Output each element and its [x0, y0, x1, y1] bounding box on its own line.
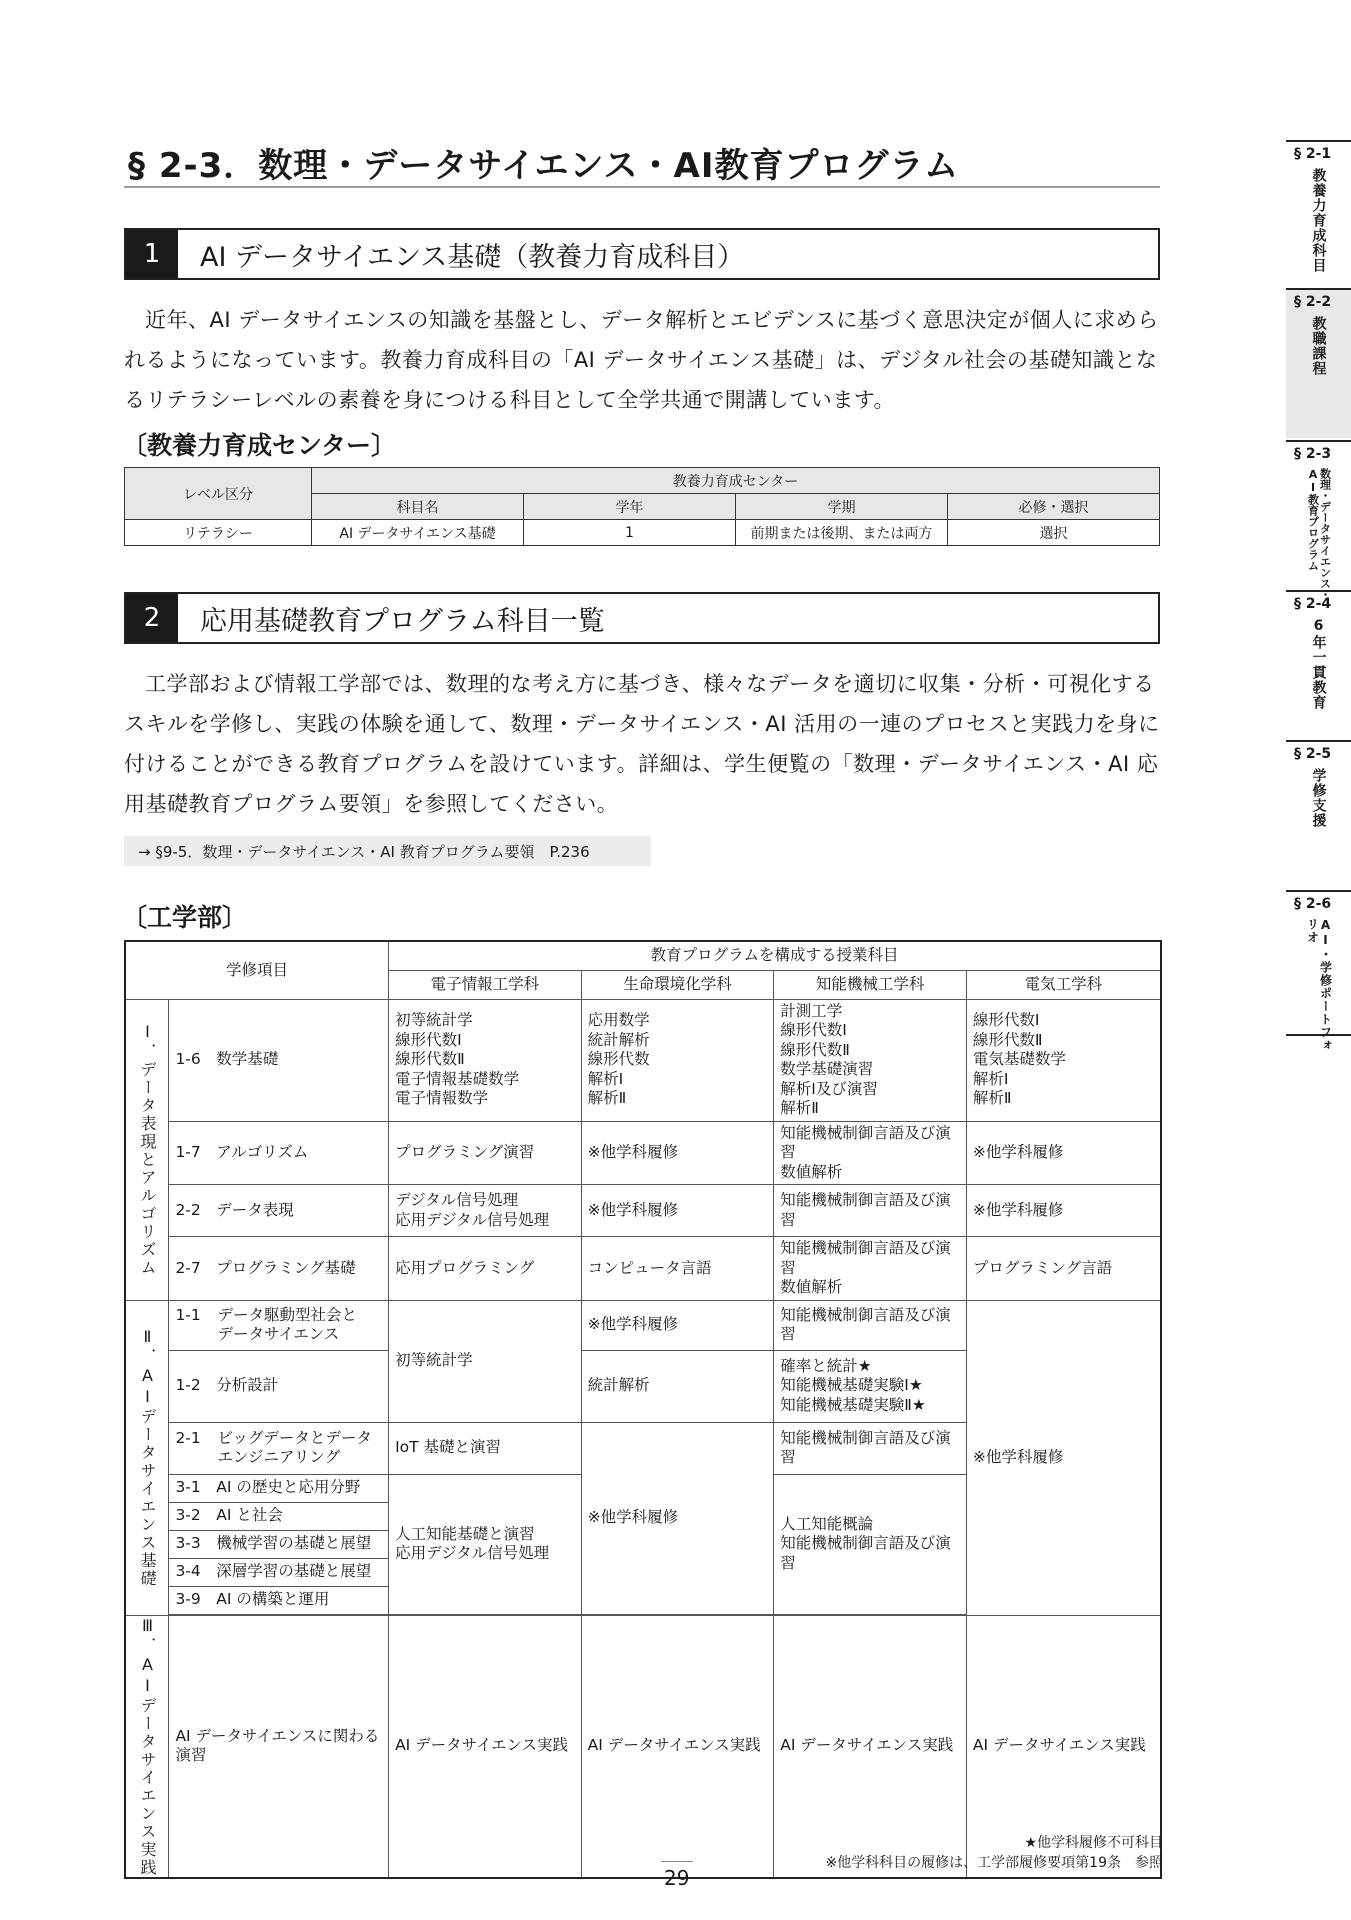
cell-subject: AI データサイエンス基礎 [312, 520, 524, 546]
course-cell: 知能機械制御言語及び演習 数値解析 [774, 1237, 967, 1301]
course-cell: 知能機械制御言語及び演習 数値解析 [774, 1121, 967, 1185]
item-cell: 3-2 AI と社会 [169, 1502, 389, 1530]
title-divider [124, 186, 1160, 188]
course-cell: ※他学科履修 [581, 1422, 774, 1614]
category-1-label: Ⅰ．データ表現とアルゴリズム [137, 1022, 157, 1277]
course-cell: 初等統計学 線形代数Ⅰ 線形代数Ⅱ 電子情報基礎数学 電子情報数学 [389, 999, 582, 1121]
table-row [125, 999, 1161, 1121]
table-row [125, 1615, 1161, 1878]
th-dept-electronics: 電子情報工学科 [389, 970, 582, 999]
course-cell: 応用プログラミング [389, 1237, 582, 1301]
th-term: 学期 [736, 494, 948, 520]
center-subheading: 〔教養力育成センター〕 [122, 431, 397, 460]
course-cell: ※他学科履修 [581, 1300, 774, 1350]
th-required: 必修・選択 [948, 494, 1160, 520]
item-cell: AI データサイエンスに関わる演習 [169, 1615, 389, 1878]
course-cell: AI データサイエンス実践 [774, 1615, 967, 1878]
item-cell: 3-9 AI の構築と運用 [169, 1586, 389, 1614]
category-1-cell [125, 999, 169, 1300]
th-subject: 科目名 [312, 494, 524, 520]
th-dept-mechanical: 知能機械工学科 [774, 970, 967, 999]
tab-2-4[interactable]: § 2-4 6年一貫教育 [1286, 590, 1351, 740]
section-title: 応用基礎教育プログラム科目一覧 [200, 605, 605, 637]
item-cell: 3-4 深層学習の基礎と展望 [169, 1558, 389, 1586]
reference-link[interactable]: → §9-5．数理・データサイエンス・AI 教育プログラム要領 P.236 [124, 836, 651, 866]
course-cell: AI データサイエンス実践 [966, 1615, 1161, 1878]
course-cell: 人工知能基礎と演習 応用デジタル信号処理 [389, 1474, 582, 1614]
page-number: 29 [664, 1866, 690, 1890]
tab-2-1[interactable]: § 2-1 教養力育成科目 [1286, 140, 1351, 288]
course-cell: 確率と統計★ 知能機械基礎実験Ⅰ★ 知能機械基礎実験Ⅱ★ [774, 1350, 967, 1422]
course-cell: コンピュータ言語 [581, 1237, 774, 1301]
section-2-heading [124, 592, 1160, 644]
section-1-paragraph: 近年、AI データサイエンスの知識を基盤とし、データ解析とエビデンスに基づく意思決定が個人に求められるようになっています。教養力育成科目の「AI データサイエンス基礎」は、デジタル社会の基礎知識となるリテラシーレベルの素養を身につける科目として全学共通で開講しています。 [124, 308, 1159, 412]
tab-2-3[interactable]: § 2-3 数理・データサイエンス・AI教育プログラム [1286, 440, 1351, 590]
course-cell: プログラミング言語 [966, 1237, 1161, 1301]
course-cell: AI データサイエンス実践 [389, 1615, 582, 1878]
cell-required: 選択 [948, 520, 1160, 546]
course-cell: 知能機械制御言語及び演習 [774, 1300, 967, 1350]
item-cell: 3-1 AI の歴史と応用分野 [169, 1474, 389, 1502]
th-dept-chemistry: 生命環境化学科 [581, 970, 774, 999]
note-star: ★他学科履修不可科目 [1024, 1835, 1163, 1851]
tab-2-5[interactable]: § 2-5 学修支援 [1286, 740, 1351, 890]
tab-2-2[interactable]: § 2-2 教職課程 [1286, 288, 1351, 438]
category-2-cell [125, 1300, 169, 1615]
section-1-heading [124, 228, 1160, 280]
literacy-table [124, 467, 1160, 546]
faculty-subheading: 〔工学部〕 [122, 903, 248, 932]
table-row [125, 1121, 1161, 1185]
item-cell: 1-6 数学基礎 [169, 999, 389, 1121]
course-cell: 線形代数Ⅰ 線形代数Ⅱ 電気基礎数学 解析Ⅰ 解析Ⅱ [966, 999, 1161, 1121]
course-cell: 初等統計学 [389, 1300, 582, 1422]
item-cell: 1-7 アルゴリズム [169, 1121, 389, 1185]
course-cell: ※他学科履修 [966, 1185, 1161, 1237]
section-2-paragraph: 工学部および情報工学部では、数理的な考え方に基づき、様々なデータを適切に収集・分析・可視化するスキルを学修し、実践の体験を通して、数理・データサイエンス・AI 活用の一連のプロセスと実践力を身に付けることができる教育プログラムを設けています。詳細は、学生便覧の「数理・データサイエンス・AI 応用基礎教育プログラム要領」を参照してください。 [124, 672, 1160, 816]
course-cell: 応用数学 統計解析 線形代数 解析Ⅰ 解析Ⅱ [581, 999, 774, 1121]
page-title: § 2-3．数理・データサイエンス・AI教育プログラム [128, 146, 960, 186]
course-cell: プログラミング演習 [389, 1121, 582, 1185]
table-row [125, 1185, 1161, 1237]
category-3-label: Ⅲ．AIデータサイエンス実践 [137, 1615, 157, 1877]
page-number-rule [661, 1861, 693, 1862]
table-row [125, 1237, 1161, 1301]
cell-level: リテラシー [125, 520, 312, 546]
item-cell: 2-1 ビッグデータとデータ エンジニアリング [169, 1422, 389, 1474]
th-program: 教育プログラムを構成する授業科目 [389, 941, 1161, 970]
table-row [125, 1300, 1161, 1350]
th-dept-electrical: 電気工学科 [966, 970, 1161, 999]
cell-term: 前期または後期、または両方 [736, 520, 948, 546]
category-3-cell [125, 1615, 169, 1878]
item-cell: 3-3 機械学習の基礎と展望 [169, 1530, 389, 1558]
course-cell: AI データサイエンス実践 [581, 1615, 774, 1878]
course-cell: ※他学科履修 [966, 1300, 1161, 1615]
item-cell: 1-2 分析設計 [169, 1350, 389, 1422]
course-cell: 知能機械制御言語及び演習 [774, 1422, 967, 1474]
section-title: AI データサイエンス基礎（教養力育成科目） [200, 241, 745, 273]
course-cell: 知能機械制御言語及び演習 [774, 1185, 967, 1237]
category-2-label: Ⅱ．AIデータサイエンス基礎 [137, 1327, 157, 1588]
section-number: 1 [126, 230, 178, 278]
course-cell: 計測工学 線形代数Ⅰ 線形代数Ⅱ 数学基礎演習 解析Ⅰ及び演習 解析Ⅱ [774, 999, 967, 1121]
course-cell: 人工知能概論 知能機械制御言語及び演習 [774, 1474, 967, 1614]
cell-year: 1 [524, 520, 736, 546]
course-cell: ※他学科履修 [966, 1121, 1161, 1185]
th-study-item: 学修項目 [125, 941, 389, 999]
curriculum-table [124, 940, 1162, 1879]
section-number: 2 [126, 594, 178, 642]
item-cell: 2-2 データ表現 [169, 1185, 389, 1237]
course-cell: ※他学科履修 [581, 1185, 774, 1237]
course-cell: 統計解析 [581, 1350, 774, 1422]
tab-2-6[interactable]: § 2-6 AI・学修ポートフォリオ [1286, 890, 1351, 1036]
th-center: 教養力育成センター [312, 468, 1160, 494]
course-cell: デジタル信号処理 応用デジタル信号処理 [389, 1185, 582, 1237]
note-reference: ※他学科科目の履修は、工学部履修要項第19条 参照 [825, 1855, 1163, 1871]
course-cell: IoT 基礎と演習 [389, 1422, 582, 1474]
th-level: レベル区分 [125, 468, 312, 520]
item-cell: 2-7 プログラミング基礎 [169, 1237, 389, 1301]
th-year: 学年 [524, 494, 736, 520]
item-cell: 1-1 データ駆動型社会と データサイエンス [169, 1300, 389, 1350]
course-cell: ※他学科履修 [581, 1121, 774, 1185]
